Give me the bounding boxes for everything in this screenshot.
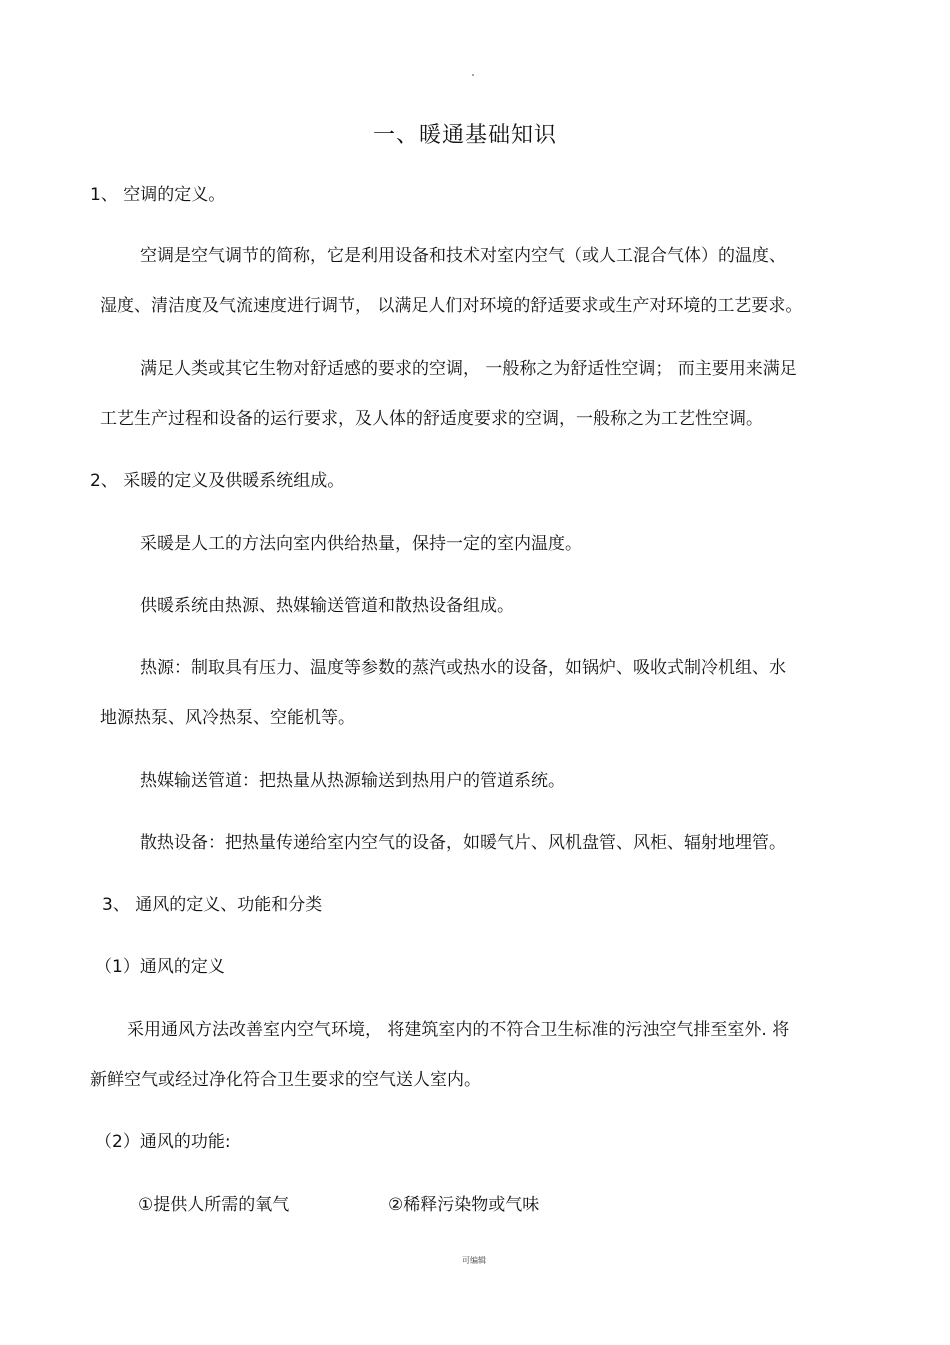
section-1-para-1-line-1: 空调是空气调节的简称，它是利用设备和技术对室内空气（或人工混合气体）的温度、 [140, 246, 786, 266]
ventilation-function-1: ①提供人所需的氧气 [138, 1195, 290, 1215]
section-2-para-1: 采暖是人工的方法向室内供给热量，保持一定的室内温度。 [140, 534, 582, 554]
section-3-para-1-line-2: 新鲜空气或经过净化符合卫生要求的空气送人室内。 [90, 1070, 481, 1090]
section-1-para-2-line-1: 满足人类或其它生物对舒适感的要求的空调， 一般称之为舒适性空调； 而主要用来满足 [140, 359, 797, 379]
section-3-subheading-2: （2）通风的功能: [95, 1132, 231, 1152]
top-dot-mark [472, 74, 474, 76]
section-2-para-3-line-1: 热源：制取具有压力、温度等参数的蒸汽或热水的设备，如锅炉、吸收式制冷机组、水 [140, 658, 786, 678]
section-2-para-5: 散热设备：把热量传递给室内空气的设备，如暖气片、风机盘管、风柜、辐射地埋管。 [140, 833, 786, 853]
section-1-para-2-line-2: 工艺生产过程和设备的运行要求，及人体的舒适度要求的空调，一般称之为工艺性空调。 [100, 409, 763, 429]
section-2-para-3-line-2: 地源热泵、风冷热泵、空能机等。 [100, 708, 355, 728]
ventilation-function-2: ②稀释污染物或气味 [388, 1195, 540, 1215]
page-footer: 可编辑 [462, 1256, 486, 1265]
section-2-para-4: 热媒输送管道：把热量从热源输送到热用户的管道系统。 [140, 771, 565, 791]
page-title: 一、暖通基础知识 [373, 123, 558, 148]
section-3-heading: 3、 通风的定义、功能和分类 [102, 895, 323, 915]
section-3-subheading-1: （1）通风的定义 [95, 957, 225, 977]
section-1-para-1-line-2: 湿度、清洁度及气流速度进行调节， 以满足人们对环境的舒适要求或生产对环境的工艺要求。 [100, 296, 803, 316]
section-2-para-2: 供暖系统由热源、热媒输送管道和散热设备组成。 [140, 596, 514, 616]
section-1-heading: 1、 空调的定义。 [90, 185, 226, 205]
section-2-heading: 2、 采暖的定义及供暖系统组成。 [90, 471, 345, 491]
section-3-para-1-line-1: 采用通风方法改善室内空气环境， 将建筑室内的不符合卫生标准的污浊空气排至室外. 将 [127, 1020, 790, 1040]
